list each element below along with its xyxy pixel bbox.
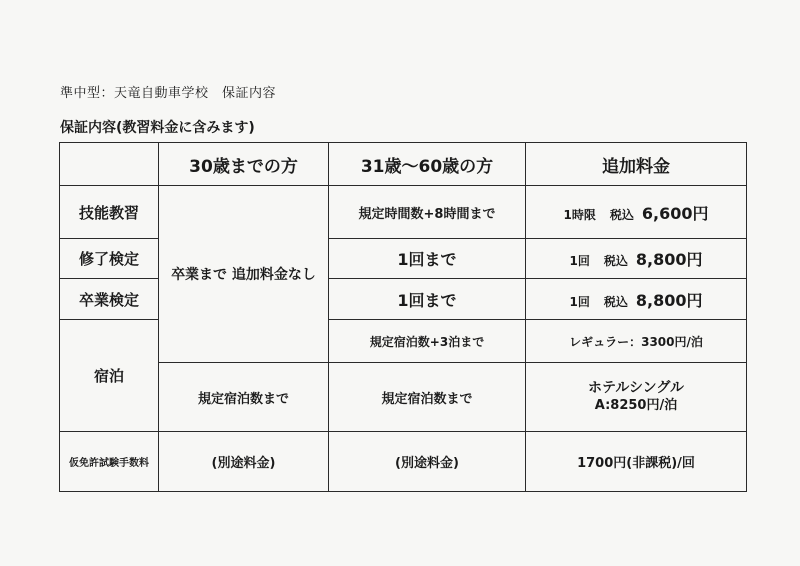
header-additional-fee: 追加料金 xyxy=(526,143,747,186)
sotsugyo-fee-unit: 1回 xyxy=(569,294,590,309)
row-label-shukuhaku: 宿泊 xyxy=(60,320,159,432)
gino-fee-unit: 1時限 xyxy=(563,207,596,222)
gino-fee-amount: 6,600円 xyxy=(641,203,709,223)
document-title: 準中型：天竜自動車学校 保証内容 xyxy=(60,86,277,101)
sotsugyo-fee-amount: 8,800円 xyxy=(635,290,703,310)
hotel-single-price: A:8250円/泊 xyxy=(594,398,678,413)
row-label-karimenkyo: 仮免許試験手数料 xyxy=(60,432,159,492)
table-header-row xyxy=(60,143,747,186)
guarantee-table xyxy=(59,142,747,492)
table-row xyxy=(60,363,747,432)
shuryo-fee-amount: 8,800円 xyxy=(635,250,703,269)
sotsugyo-31-60: 1回まで xyxy=(329,279,526,320)
header-under-30: 30歳までの方 xyxy=(159,143,329,186)
karimenkyo-under30: (別途料金) xyxy=(159,432,329,492)
table-row xyxy=(60,432,747,492)
gino-31-60: 規定時間数+8時間まで xyxy=(329,186,526,239)
shukuhaku-31-60: 規定宿泊数まで xyxy=(329,363,526,432)
header-31-60: 31歳～60歳の方 xyxy=(329,143,526,186)
shuryo-fee-tax: 税込 xyxy=(603,254,628,268)
shuryo-fee xyxy=(526,239,747,279)
shukuhaku-regular-fee: レギュラー：3300円/泊 xyxy=(526,320,747,363)
gino-fee-tax: 税込 xyxy=(609,207,634,222)
row-label-sotsugyo: 卒業検定 xyxy=(60,279,159,320)
row-label-shuryo: 修了検定 xyxy=(60,239,159,279)
karimenkyo-31-60: (別途料金) xyxy=(329,432,526,492)
shukuhaku-hotel-fee xyxy=(526,363,747,432)
shukuhaku-under30: 規定宿泊数まで xyxy=(159,363,329,432)
sotsugyo-fee xyxy=(526,279,747,320)
shukuhaku-extra-31-60: 規定宿泊数+3泊まで xyxy=(329,320,526,363)
header-empty-cell xyxy=(60,143,159,186)
row-label-gino: 技能教習 xyxy=(60,186,159,239)
karimenkyo-fee: 1700円(非課税)/回 xyxy=(526,432,747,492)
under30-no-extra-fee: 卒業まで 追加料金なし xyxy=(159,186,329,363)
section-title: 保証内容(教習料金に含みます) xyxy=(60,120,255,136)
shuryo-31-60: 1回まで xyxy=(329,239,526,279)
hotel-single-label: ホテルシングル xyxy=(588,380,684,396)
shuryo-fee-unit: 1回 xyxy=(569,254,590,268)
sotsugyo-fee-tax: 税込 xyxy=(603,294,628,309)
gino-fee xyxy=(526,186,747,239)
table-row xyxy=(60,186,747,239)
